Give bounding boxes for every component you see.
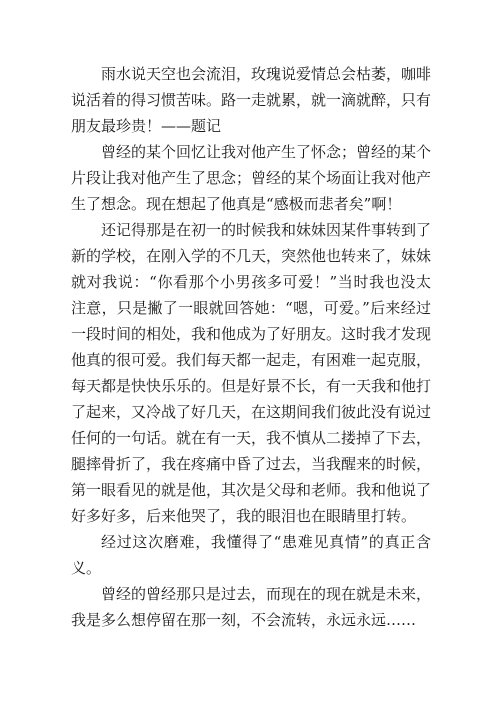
paragraph-ending: 曾经的曾经那只是过去，而现在的现在就是未来，我是多么想停留在那一刻，不会流转，永远永远…… — [71, 585, 432, 629]
paragraph-story: 还记得那是在初一的时候我和妹妹因某件事转到了新的学校，在刚入学的不几天，突然他也转来了，妹妹就对我说：“你看那个小男孩多可爱！”当时我也没太注意，只是撇了一眼就回答她：“嗯，可爱。”后来经过一段时间的相处，我和他成为了好朋友。这时我才发现他真的很可爱。我们每天都一起走，有困难一起克服，每天都是快快乐乐的。但是好景不长，有一天我和他打了起来，又冷战了好几天，在这期间我们彼此没有说过任何的一句话。就在有一天，我不慎从二搂掉了下去，腿摔骨折了，我在疼痛中昏了过去，当我醒来的时候，第一眼看见的就是他，其次是父母和老师。我和他说了好多好多，后来他哭了，我的眼泪也在眼睛里打转。 — [71, 221, 432, 525]
paragraph-lesson: 经过这次磨难，我懂得了“患难见真情”的真正含义。 — [71, 533, 431, 577]
paragraph-memories: 曾经的某个回忆让我对他产生了怀念；曾经的某个片段让我对他产生了思念；曾经的某个场面让我对他产生了想念。现在想起了他真是“感极而悲者矣”啊！ — [71, 143, 432, 213]
document-body — [71, 61, 431, 633]
paragraph-epigraph: 雨水说天空也会流泪，玫瑰说爱情总会枯萎，咖啡说活着的得习惯苦味。路一走就累，就一滴就醉，只有朋友最珍贵！——题记 — [71, 65, 432, 135]
